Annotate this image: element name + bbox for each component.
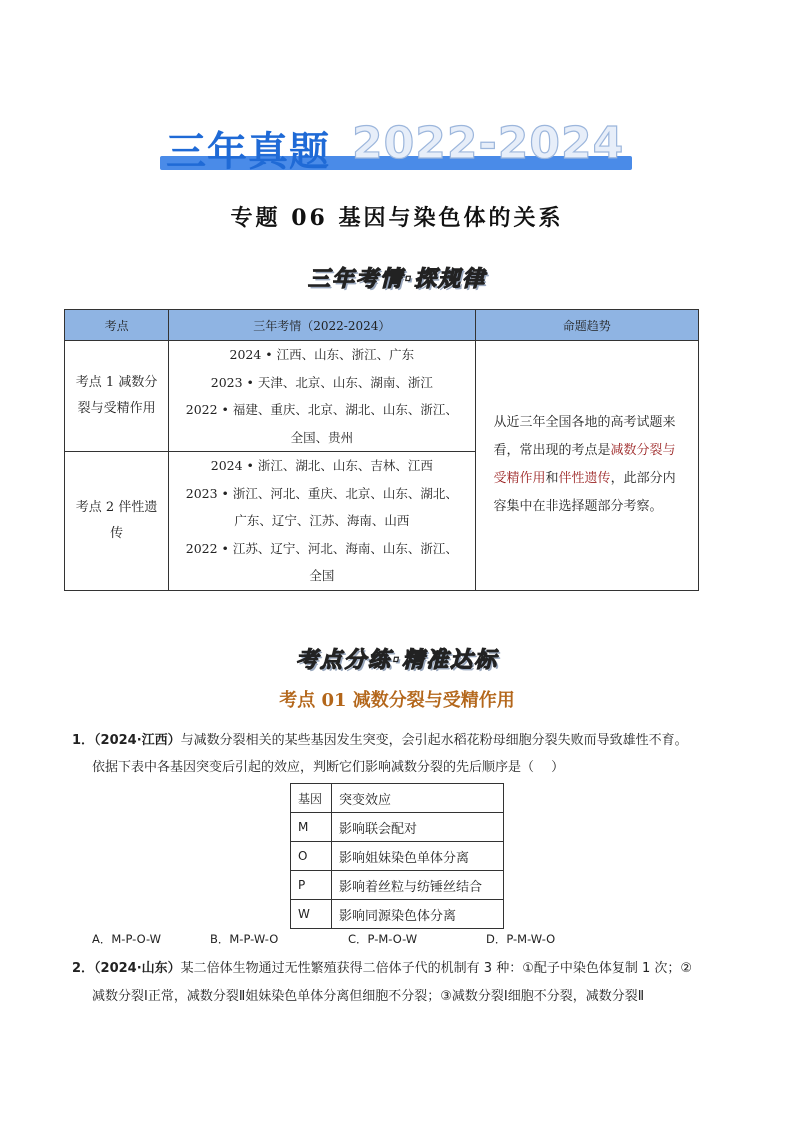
table-row [65, 341, 699, 452]
trend-text: 和 [545, 471, 559, 487]
kp-line: 裂与受精作用 [77, 401, 156, 416]
gene-table [290, 783, 504, 929]
kp-line: 传 [110, 525, 124, 541]
topic-title: 专题 06 基因与染色体的关系 [230, 205, 564, 231]
header-trend: 命题趋势 [475, 310, 698, 341]
kp-cell [65, 452, 169, 591]
kp-heading: 考点 01 减数分裂与受精作用 [279, 690, 515, 711]
year-line: 2023 • 浙江、河北、重庆、北京、山东、湖北、 [185, 485, 458, 501]
trend-text: ，此部分内容集中在非选择题部分考察。 [493, 471, 676, 515]
table-row [291, 871, 504, 900]
year-line: 广东、辽宁、江苏、海南、山西 [234, 513, 410, 528]
header-kaodian: 考点 [65, 310, 169, 341]
q1-number: 1． [72, 733, 95, 748]
section-header-practice: 考点分练·精准达标 [295, 648, 499, 673]
section-header-trends: 三年考情·探规律 [307, 267, 487, 292]
kp-line: 考点 1 减数分 [75, 375, 158, 390]
table-row [291, 813, 504, 842]
trend-highlight: 伴性遗传 [558, 471, 611, 487]
banner-main-text: 三年真题 [166, 129, 330, 175]
q1-stem: 与减数分裂相关的某些基因发生突变，会引起水稻花粉母细胞分裂失败而导致雄性不育。 [180, 733, 688, 748]
years-cell [169, 452, 475, 591]
option-b: B．M-P-W-O [210, 932, 279, 946]
gene-cell: P [291, 871, 332, 900]
q2-line-2: 减数分裂Ⅰ正常，减数分裂Ⅱ姐妹染色单体分离但细胞不分裂；③减数分裂Ⅰ细胞不分裂，减数分裂Ⅱ [92, 989, 645, 1004]
year-line: 2024 • 江西、山东、浙江、广东 [229, 347, 415, 362]
q1-options [92, 931, 712, 947]
gene-header: 基因 [291, 784, 332, 813]
table-row [291, 900, 504, 929]
year-line: 2022 • 江苏、辽宁、河北、海南、山东、浙江、 [185, 540, 458, 556]
table-row [291, 784, 504, 813]
option-c: C．P-M-O-W [348, 932, 418, 946]
gene-cell: W [291, 900, 332, 929]
trend-highlight: 减数分裂与受精作用 [493, 443, 676, 487]
kp-cell [65, 341, 169, 452]
trend-table-header [65, 310, 699, 341]
year-line: 2024 • 浙江、湖北、山东、吉林、江西 [210, 458, 433, 473]
year-line: 全国 [309, 568, 335, 583]
option-d: D．P-M-W-O [486, 932, 556, 946]
kp-line: 考点 2 伴性遗 [75, 499, 158, 515]
option-a: A．M-P-O-W [92, 932, 162, 946]
q1-source: （2024·江西） [94, 733, 181, 748]
q1-line-1 [72, 729, 688, 748]
years-cell [169, 341, 475, 452]
year-line: 全国、贵州 [290, 429, 354, 445]
effect-cell: 影响着丝粒与纺锤丝结合 [332, 871, 504, 900]
q2-stem: 某二倍体生物通过无性繁殖获得二倍体子代的机制有 3 种：①配子中染色体复制 1 次；② [180, 961, 693, 976]
q1-line-2: 依据下表中各基因突变后引起的效应，判断它们影响减数分裂的先后顺序是（ ） [92, 760, 565, 775]
q2-source: （2024·山东） [94, 961, 181, 976]
q2-line-1 [72, 957, 692, 976]
year-line: 2023 • 天津、北京、山东、湖南、浙江 [210, 374, 433, 390]
effect-cell: 影响联会配对 [332, 813, 504, 842]
effect-header: 突变效应 [332, 784, 504, 813]
trend-cell [475, 341, 698, 591]
gene-cell: O [291, 842, 332, 871]
exam-trend-table [64, 309, 699, 591]
banner-years-text: 2022-2024 [352, 118, 625, 169]
gene-cell: M [291, 813, 332, 842]
title-banner [0, 120, 794, 180]
table-row [291, 842, 504, 871]
trend-text: 从近三年全国各地的高考试题来看，常出现的考点是 [493, 415, 676, 459]
effect-cell: 影响姐妹染色单体分离 [332, 842, 504, 871]
year-line: 2022 • 福建、重庆、北京、湖北、山东、浙江、 [185, 402, 458, 417]
header-sannian: 三年考情（2022-2024） [169, 310, 475, 341]
effect-cell: 影响同源染色体分离 [332, 900, 504, 929]
q2-number: 2． [72, 961, 95, 976]
